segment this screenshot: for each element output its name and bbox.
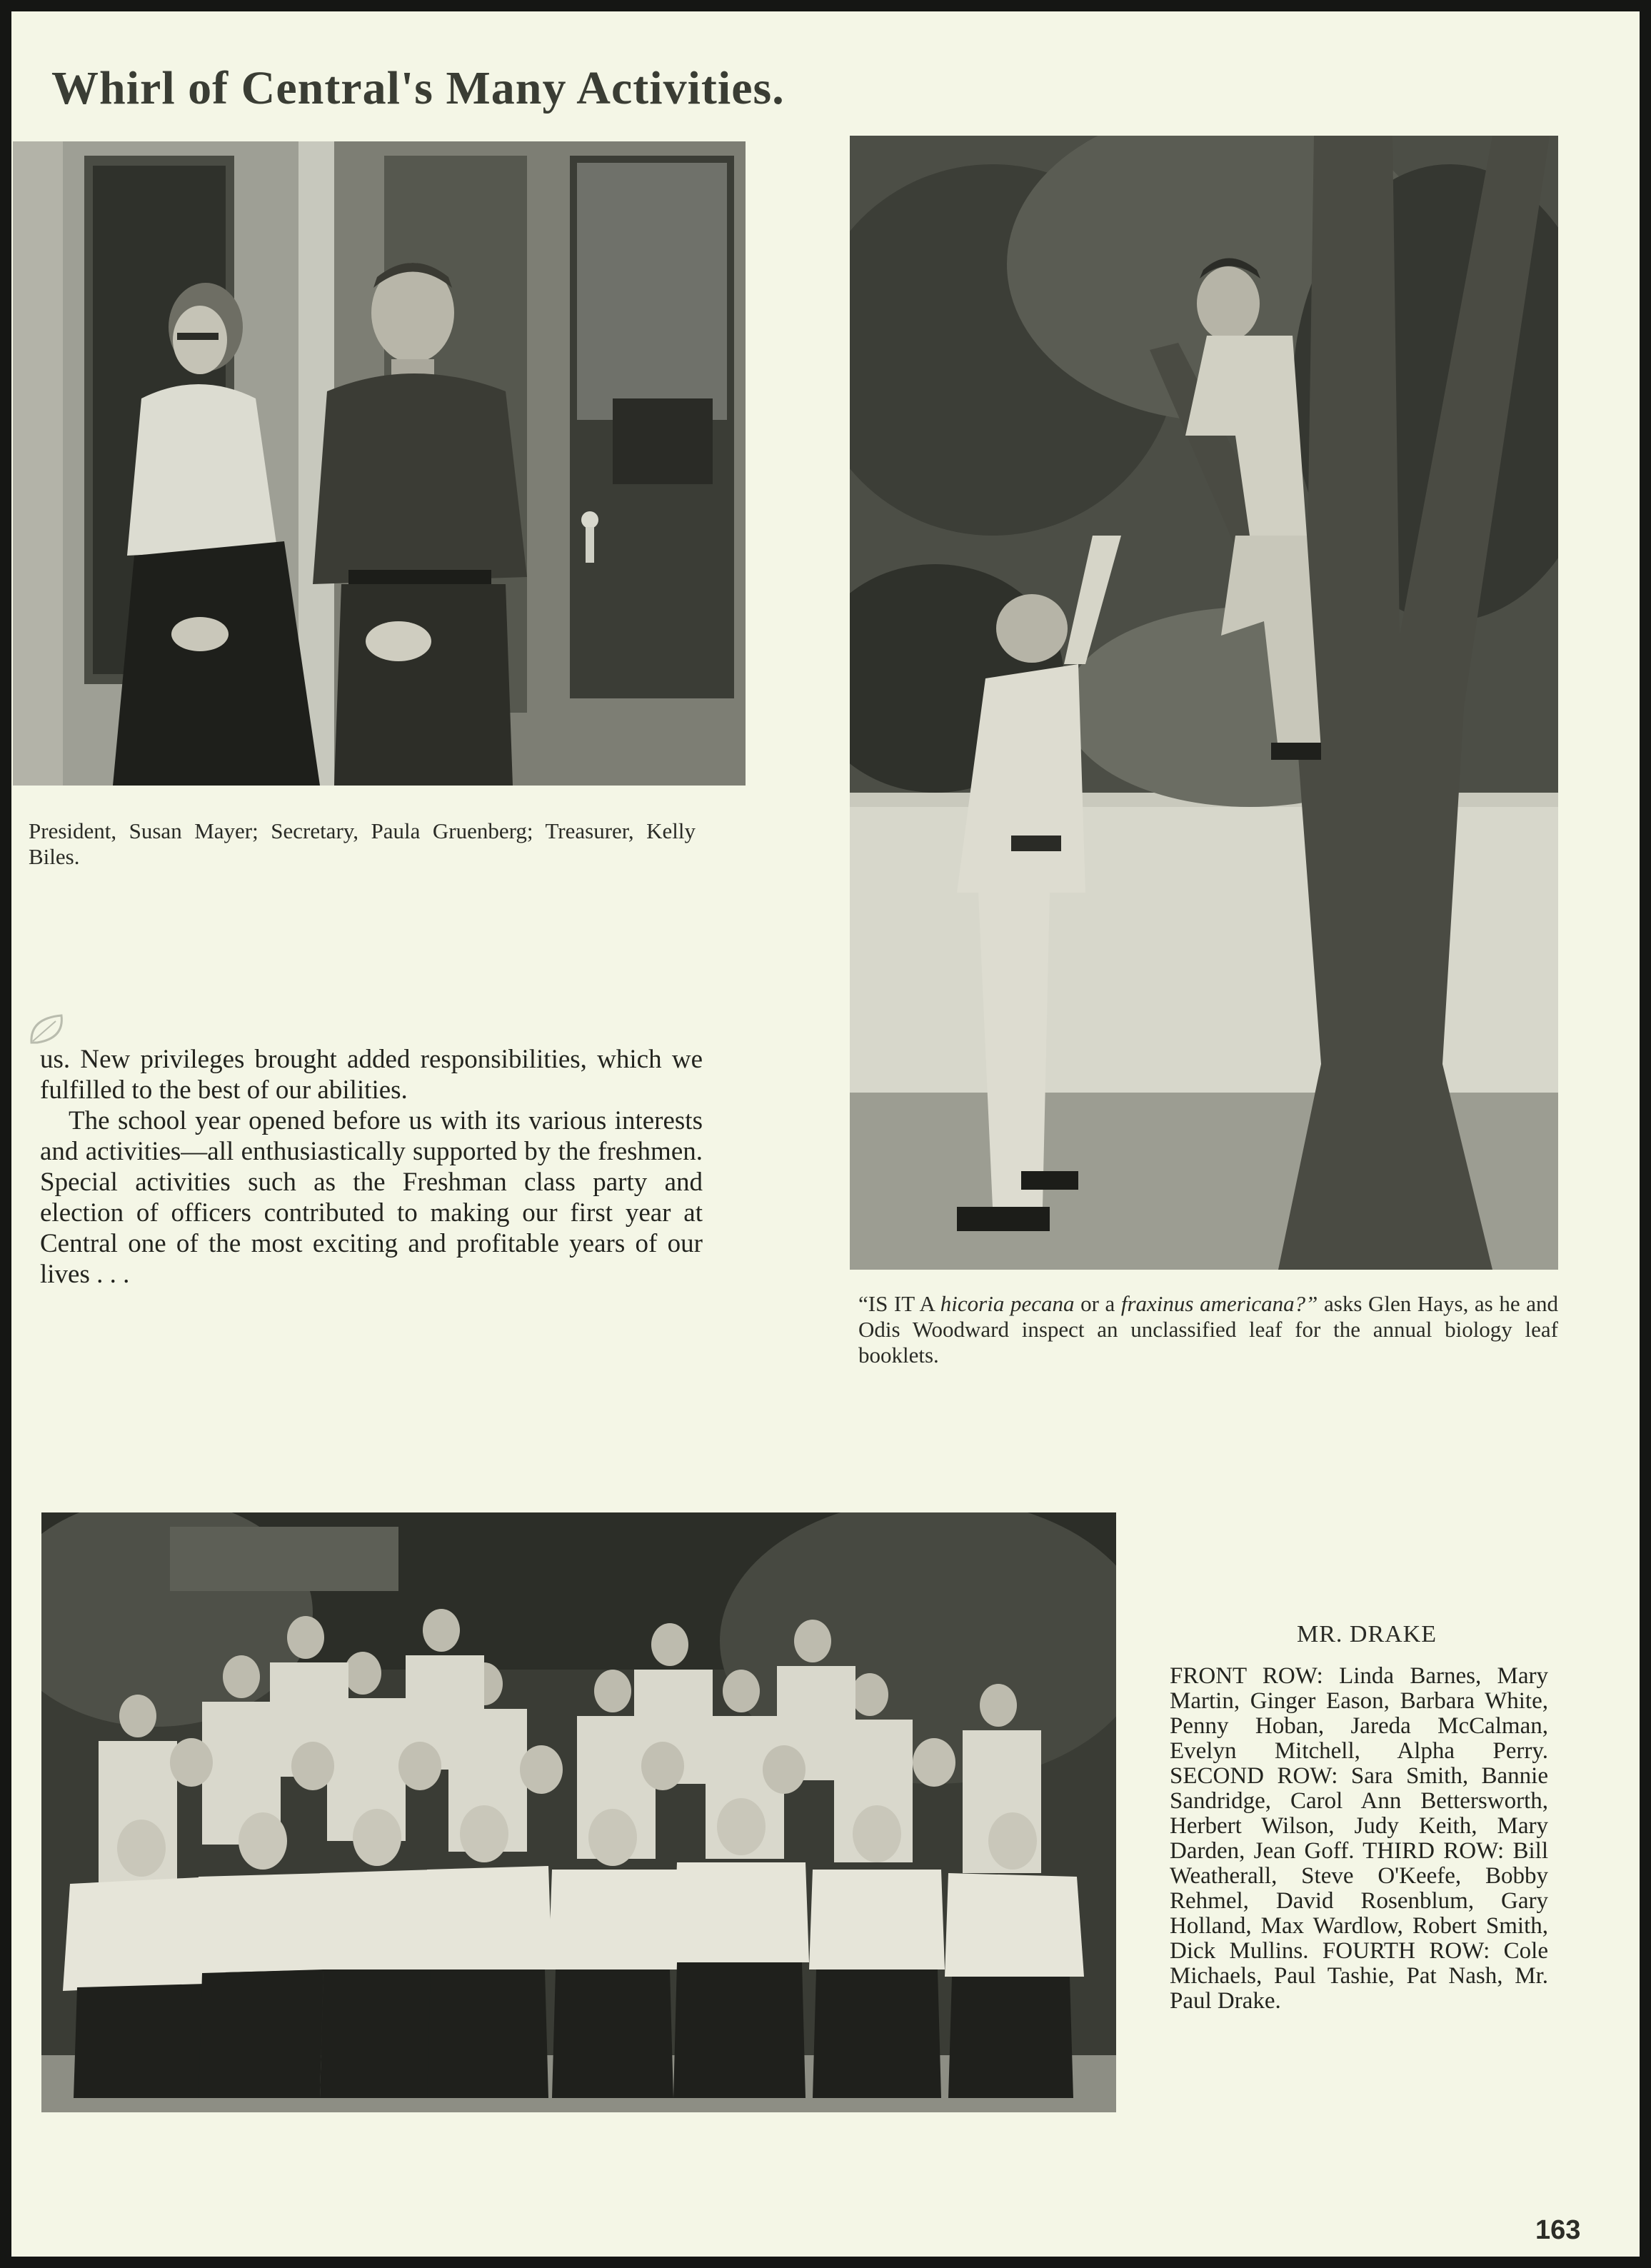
leaf-inspection-caption: [858, 1291, 1558, 1368]
leaf-inspection-photo: [850, 136, 1558, 1270]
roster-list: FRONT ROW: Linda Barnes, Mary Martin, Ginger Eason, Barbara White, Penny Hoban, Jareda McCalman, Evelyn Mitchell, Alpha Perry. SECOND ROW: Sara Smith, Bannie Sandridge, Carol Ann Bettersworth, Herbert Wilson, Judy Keith, Mary Darden, Jean Goff. THIRD ROW: Bill Weatherall, Steve O'Keefe, Bobby Rehmel, David Rosenblum, Gary Holland, Max Wardlow, Robert Smith, Dick Mullins. FOURTH ROW: Cole Michaels, Paul Tashie, Pat Nash, Mr. Paul Drake.: [1170, 1663, 1548, 2014]
caption-tree-species-2: fraxinus americana?”: [1120, 1291, 1318, 1316]
body-text: [40, 1044, 703, 1290]
caption-tree-mid: or a: [1074, 1291, 1121, 1316]
caption-tree-pre: “IS IT A: [858, 1291, 940, 1316]
leaf-icon: [27, 1011, 67, 1048]
page-number: 163: [1535, 2215, 1581, 2245]
roster-heading: MR. DRAKE: [1296, 1621, 1437, 1647]
caption-tree-species-1: hicoria pecana: [940, 1291, 1075, 1316]
class-officers-photo: [13, 141, 746, 786]
officers-caption: President, Susan Mayer; Secretary, Paula Gruenberg; Treasurer, Kelly Biles.: [29, 818, 696, 869]
homeroom-group-photo: [41, 1512, 1116, 2112]
body-paragraph-2: The school year opened before us with its various interests and activities—all enthusiastically supported by the freshmen. Special activities such as the Freshman class party and election of officers contributed to making our first year at Central one of the most exciting and profitable years of our lives . . .: [40, 1106, 703, 1289]
caption-tree-post: asks Glen Hays, as he and Odis Woodward inspect an unclassified leaf for the annual biology leaf booklets.: [858, 1291, 1558, 1368]
body-paragraph-1: us. New privileges brought added responsibilities, which we fulfilled to the best of our abilities.: [40, 1045, 703, 1105]
page-title: Whirl of Central's Many Activities.: [51, 62, 785, 114]
